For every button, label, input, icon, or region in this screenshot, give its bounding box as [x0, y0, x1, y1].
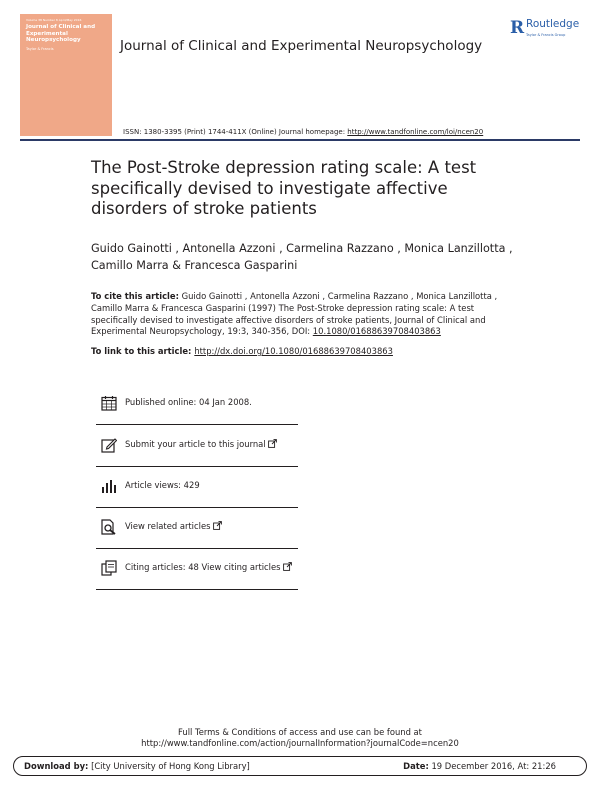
- external-link-icon: [213, 521, 222, 530]
- authors: [91, 240, 531, 274]
- issn-line: [123, 128, 483, 136]
- article-link-line: [91, 346, 393, 356]
- journal-homepage-link[interactable]: http://www.tandfonline.com/loi/ncen20: [347, 128, 484, 136]
- terms-line-1: Full Terms & Conditions of access and use can be found at: [178, 727, 422, 737]
- downloaded-by: Download by: [City University of Hong Kong Library]: [24, 761, 250, 771]
- terms-url[interactable]: http://www.tandfonline.com/action/journalInformation?journalCode=ncen20: [141, 738, 459, 748]
- download-date: Date: 19 December 2016, At: 21:26: [403, 761, 556, 771]
- publisher-tagline: Taylor & Francis Group: [526, 33, 566, 37]
- related-row[interactable]: [96, 507, 298, 547]
- external-link-icon: [268, 439, 277, 448]
- publisher-logo: [510, 17, 586, 47]
- journal-title: Journal of Clinical and Experimental Neuropsychology: [120, 38, 483, 54]
- citation-block: [91, 291, 521, 338]
- published-date: Published online: 04 Jan 2008.: [125, 397, 252, 407]
- journal-cover-image: [20, 14, 112, 136]
- bar-chart-icon: [101, 478, 117, 494]
- related-articles-icon: [101, 519, 117, 535]
- citing-articles-icon: [101, 560, 117, 576]
- cover-subtitle: Taylor & Francis: [26, 46, 54, 51]
- views-row: [96, 466, 298, 506]
- published-row: [96, 383, 298, 423]
- view-citing-articles-link[interactable]: Citing articles: 48 View citing articles: [125, 562, 292, 572]
- calendar-icon: [101, 395, 117, 411]
- citing-row[interactable]: [96, 548, 298, 588]
- citation-label: To cite this article:: [91, 291, 179, 301]
- doi-link[interactable]: 10.1080/01688639708403863: [312, 326, 441, 337]
- cover-title: Journal of Clinical and Experimental Neuropsychology: [26, 24, 96, 43]
- article-doi-url[interactable]: http://dx.doi.org/10.1080/01688639708403863: [194, 346, 393, 356]
- article-views: Article views: 429: [125, 480, 200, 490]
- article-title: The Post-Stroke depression rating scale: A test specifically devised to investigate affective disorders of stroke patients: [91, 158, 477, 218]
- external-link-icon: [283, 562, 292, 571]
- issn-text: ISSN: 1380-3395 (Print) 1744-411X (Online) Journal homepage:: [123, 128, 348, 136]
- link-label: To link to this article:: [91, 346, 195, 356]
- cover-volume-line: Volume 38 Number 8 April/May 2016: [26, 18, 82, 22]
- download-info-bar: [13, 756, 587, 776]
- routledge-r-icon: R: [510, 18, 525, 38]
- publisher-name: Routledge: [526, 18, 580, 30]
- authors-line-2: Camillo Marra & Francesca Gasparini: [91, 259, 298, 272]
- edit-icon: [101, 437, 117, 453]
- authors-line-1: Guido Gainotti , Antonella Azzoni , Carmelina Razzano , Monica Lanzillotta ,: [91, 242, 513, 255]
- header-divider: [20, 139, 580, 141]
- info-divider: [96, 589, 298, 590]
- view-related-articles-link[interactable]: View related articles: [125, 521, 222, 531]
- citation-text: Guido Gainotti , Antonella Azzoni , Carmelina Razzano , Monica Lanzillotta , Camillo Marra & Francesca Gasparini (1997) The Post-Stroke depression rating scale: A test specifically devised to investigate affective disorders of stroke patients, Journal of Clinical and Experimental Neuropsychology, 19:3, 340-356, DOI:: [91, 291, 498, 337]
- submit-article-link[interactable]: Submit your article to this journal: [125, 439, 277, 449]
- submit-row[interactable]: [96, 425, 298, 465]
